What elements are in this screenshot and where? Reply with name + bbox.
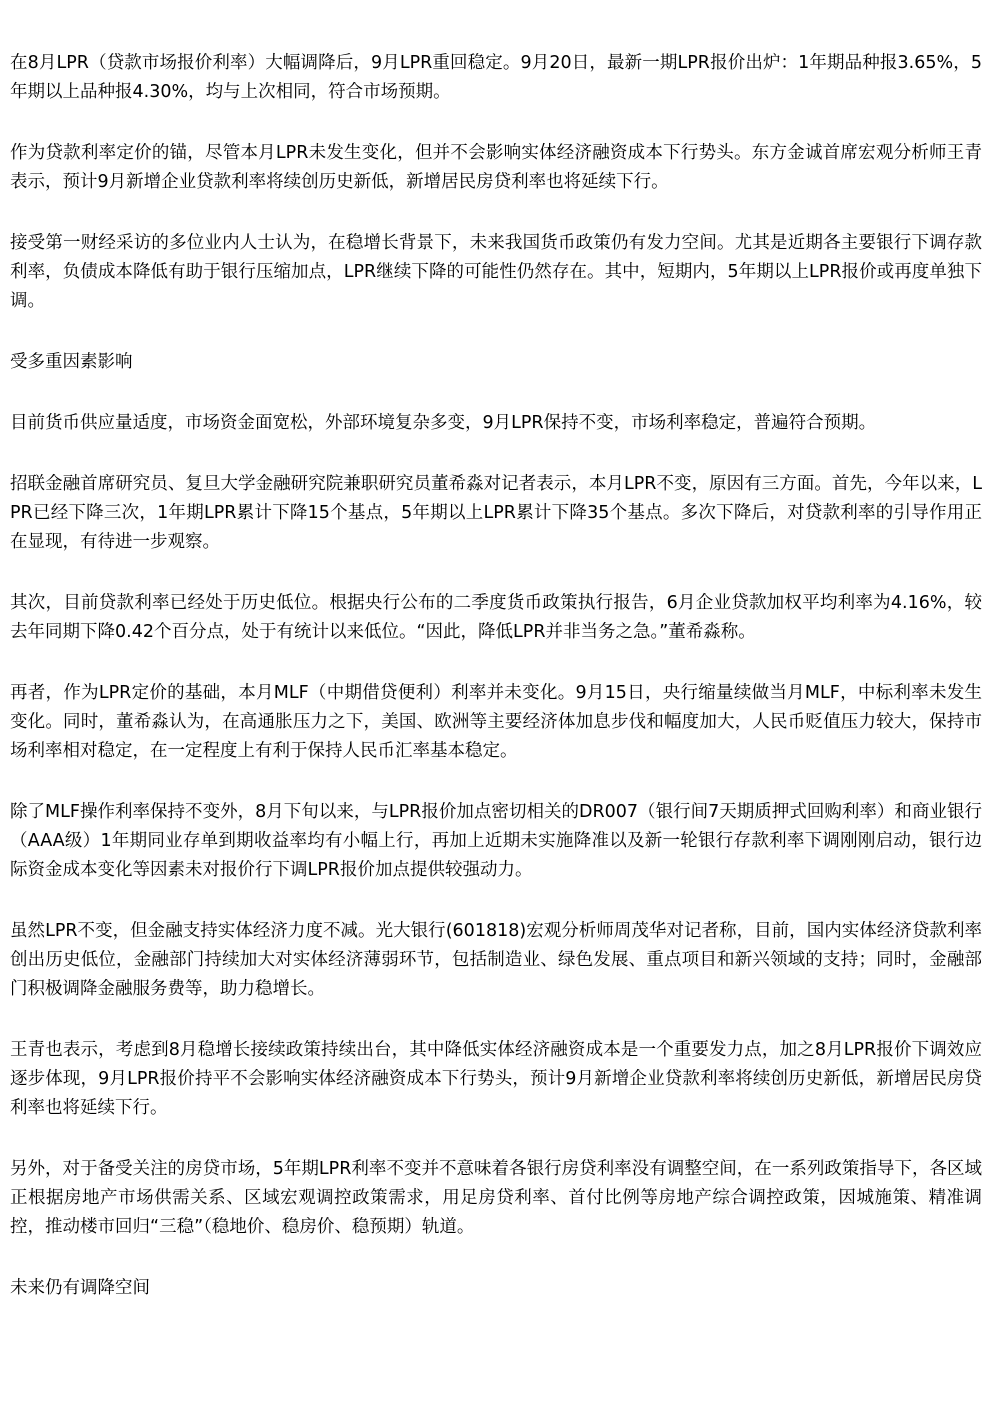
paragraph-lpr-september: 在8月LPR（贷款市场报价利率）大幅调降后，9月LPR重回稳定。9月20日，最新一期LPR报价出炉：1年期品种报3.65%，5年期以上品种报4.30%，均与上次相同，符合市场预期。 (10, 53, 982, 102)
article-body (10, 49, 982, 1335)
paragraph-money-supply: 目前货币供应量适度，市场资金面宽松，外部环境复杂多变，9月LPR保持不变，市场利率稳定，普遍符合预期。 (10, 413, 877, 433)
section-heading-future-cuts: 未来仍有调降空间 (10, 1278, 150, 1298)
paragraph-financing-cost: 作为贷款利率定价的锚，尽管本月LPR未发生变化，但并不会影响实体经济融资成本下行势头。东方金诚首席宏观分析师王青表示，预计9月新增企业贷款利率将续创历史新低，新增居民房贷利率也将延续下行。 (10, 143, 982, 192)
paragraph-mlf-rate: 再者，作为LPR定价的基础，本月MLF（中期借贷便利）利率并未变化。9月15日，央行缩量续做当月MLF，中标利率未发生变化。同时，董希淼认为，在高通胀压力之下，美国、欧洲等主要经济体加息步伐和幅度加大，人民币贬值压力较大，保持市场利率相对稳定，在一定程度上有利于保持人民币汇率基本稳定。 (10, 683, 982, 761)
paragraph-policy-space: 接受第一财经采访的多位业内人士认为，在稳增长背景下，未来我国货币政策仍有发力空间。尤其是近期各主要银行下调存款利率，负债成本降低有助于银行压缩加点，LPR继续下降的可能性仍然存在。其中，短期内，5年期以上LPR报价或再度单独下调。 (10, 233, 982, 311)
paragraph-historical-low: 其次，目前贷款利率已经处于历史低位。根据央行公布的二季度货币政策执行报告，6月企业贷款加权平均利率为4.16%，较去年同期下降0.42个百分点，处于有统计以来低位。“因此，降低LPR并非当务之急。”董希淼称。 (10, 593, 982, 642)
section-heading-multiple-factors: 受多重因素影响 (10, 352, 133, 372)
paragraph-financial-support: 虽然LPR不变，但金融支持实体经济力度不减。光大银行(601818)宏观分析师周茂华对记者称，目前，国内实体经济贷款利率创出历史低位，金融部门持续加大对实体经济薄弱环节，包括制造业、绿色发展、重点项目和新兴领域的支持；同时，金融部门积极调降金融服务费等，助力稳增长。 (10, 921, 982, 999)
paragraph-three-reasons: 招联金融首席研究员、复旦大学金融研究院兼职研究员董希淼对记者表示，本月LPR不变，原因有三方面。首先，今年以来，LPR已经下降三次，1年期LPR累计下降15个基点，5年期以上LPR累计下降35个基点。多次下降后，对贷款利率的引导作用正在显现，有待进一步观察。 (10, 474, 982, 552)
paragraph-wang-qing: 王青也表示，考虑到8月稳增长接续政策持续出台，其中降低实体经济融资成本是一个重要发力点，加之8月LPR报价下调效应逐步体现，9月LPR报价持平不会影响实体经济融资成本下行势头，预计9月新增企业贷款利率将续创历史新低，新增居民房贷利率也将延续下行。 (10, 1040, 982, 1118)
paragraph-dr007: 除了MLF操作利率保持不变外，8月下旬以来，与LPR报价加点密切相关的DR007（银行间7天期质押式回购利率）和商业银行（AAA级）1年期同业存单到期收益率均有小幅上行，再加上近期未实施降准以及新一轮银行存款利率下调刚刚启动，银行边际资金成本变化等因素未对报价行下调LPR报价加点提供较强动力。 (10, 802, 982, 880)
paragraph-housing-market: 另外，对于备受关注的房贷市场，5年期LPR利率不变并不意味着各银行房贷利率没有调整空间，在一系列政策指导下，各区域正根据房地产市场供需关系、区域宏观调控政策需求，用足房贷利率、首付比例等房地产综合调控政策，因城施策、精准调控，推动楼市回归“三稳”（稳地价、稳房价、稳预期）轨道。 (10, 1159, 982, 1237)
